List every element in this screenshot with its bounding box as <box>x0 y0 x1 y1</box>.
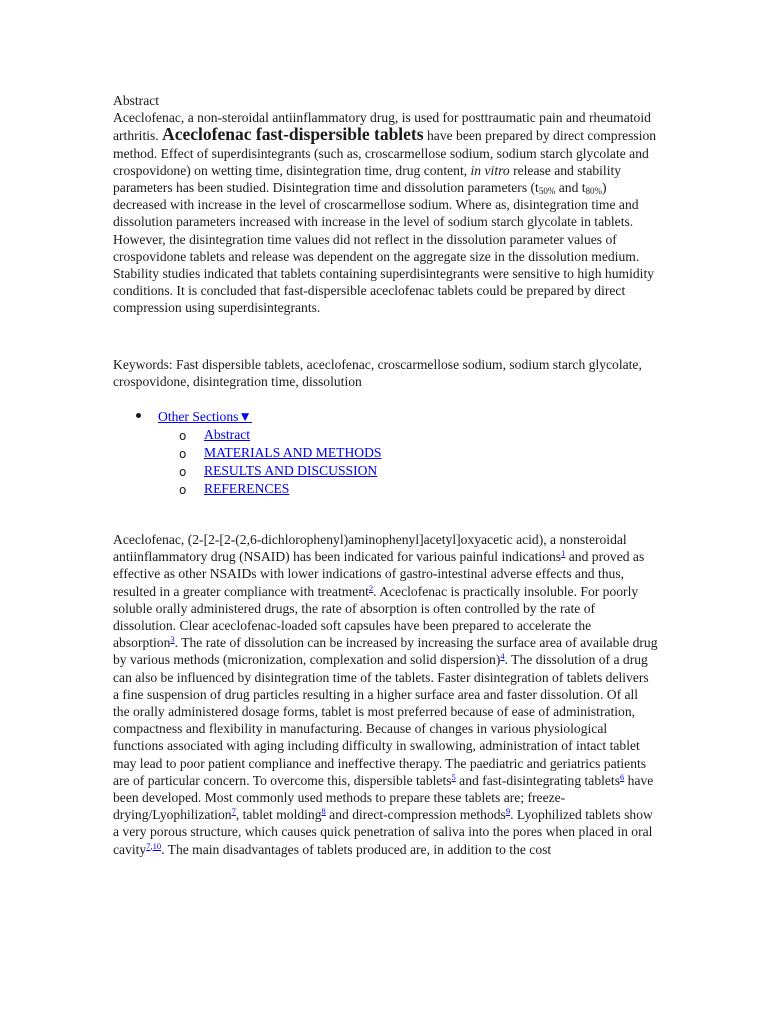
intro-text: Aceclofenac, (2-[2-[2-(2,6-dichlorophenyl)aminophenyl]acetyl]oxyacetic acid), a nonsteroidal antiinflammatory drug (NSAID) has been indicated for various painful indications <box>113 532 627 565</box>
keywords-line: Keywords: Fast dispersible tablets, aceclofenac, croscarmellose sodium, sodium starch glycolate, crospovidone, disintegration time, dissolution <box>113 357 642 390</box>
ref-separator: , <box>150 840 153 851</box>
intro-text: , tablet molding <box>235 807 322 823</box>
ref-link-1[interactable]: 1 <box>561 548 566 559</box>
abstract-text-3: release and stability parameters has been studied. Disintegration time and dissolution parameters (t <box>113 162 622 196</box>
nav-item-materials <box>0 444 768 462</box>
nav-link-references[interactable]: REFERENCES <box>204 481 290 496</box>
ref-link-6[interactable]: 6 <box>620 771 625 782</box>
nav-item-results <box>0 462 768 480</box>
nav-other-sections-row <box>0 408 768 426</box>
ref-link-7b[interactable]: 7 <box>146 840 151 851</box>
t50-subscript: 50% <box>538 186 556 197</box>
abstract-section <box>113 92 658 317</box>
bullet-circle-icon: o <box>179 483 187 497</box>
nav-link-materials[interactable]: MATERIALS AND METHODS <box>204 445 382 460</box>
abstract-emphasis: Aceclofenac fast-dispersible tablets <box>162 124 424 145</box>
intro-text: have been developed. Most commonly used methods to prepare these tablets are; freeze-drying/Lyophilization <box>113 772 654 823</box>
abstract-heading: Abstract <box>113 93 160 108</box>
intro-text: . The rate of dissolution can be increased by increasing the surface area of available drug by various methods (micronization, complexation and solid dispersion) <box>113 635 658 668</box>
abstract-in-vitro: in vitro <box>470 162 510 178</box>
intro-paragraph <box>113 531 658 858</box>
ref-link-2[interactable]: 2 <box>368 582 374 593</box>
other-sections-link[interactable]: Other Sections▼ <box>158 409 252 424</box>
intro-text: . Aceclofenac is practically insoluble. For poorly soluble orally administered drugs, the rate of absorption is often controlled by the rate of dissolution. Clear aceclofenac-loaded soft capsules have been prepared to accelerate the absorption <box>113 583 639 651</box>
nav-link-abstract[interactable]: Abstract <box>204 427 251 442</box>
nav-item-references <box>0 480 768 498</box>
intro-text: and fast-disintegrating tablets <box>455 772 620 788</box>
nav-link-results[interactable]: RESULTS AND DISCUSSION <box>204 463 378 478</box>
abstract-text-4: ) decreased with increase in the level of croscarmellose sodium. Where as, disintegration time and dissolution parameters increased with increase in the level of sodium starch glycolate in tablets. However, the disintegration time values did not reflect in the dissolution parameter values of crospovidone tablets and release was dependent on the aggregate size in the dissolution medium. Stability studies indicated that tablets containing superdisintegrants were sensitive to high humidity conditions. It is concluded that fast-dispersible aceclofenac tablets could be prepared by direct compression using superdisintegrants. <box>113 180 655 316</box>
intro-text: . The dissolution of a drug can also be influenced by disintegration time of the tablets. Faster disintegration of tablets delivers a fine suspension of drug particles resulting in a higher surface area and faster dissolution. Of all the orally administered dosage forms, tablet is most preferred because of ease of administration, compactness and flexibility in manufacturing. Because of changes in various physiological functions associated with aging including difficulty in swallowing, administration of intact tablet may lead to poor patient compliance and ineffective therapy. The paediatric and geriatrics patients are of particular concern. To overcome this, dispersible tablets <box>113 652 649 788</box>
intro-text: . The main disadvantages of tablets produced are, in addition to the cost <box>161 841 552 857</box>
bullet-circle-icon: o <box>179 465 187 479</box>
bullet-disc-icon <box>136 413 141 418</box>
ref-link-4[interactable]: 4 <box>500 651 505 662</box>
ref-link-7[interactable]: 7 <box>231 806 236 817</box>
abstract-text-1: Aceclofenac, a non-steroidal antiinflammatory drug, is used for posttraumatic pain and rheumatoid arthritis. <box>113 110 651 144</box>
ref-link-9[interactable]: 9 <box>505 806 511 817</box>
ref-link-10[interactable]: 10 <box>152 840 162 851</box>
intro-text: . Lyophilized tablets show a very porous structure, which causes quick penetration of saliva into the pores when placed in oral cavity <box>113 807 653 857</box>
intro-text: and proved as effective as other NSAIDs with lower indications of gastro-intestinal adverse effects and thus, resulted in a greater compliance with treatment <box>113 549 645 599</box>
nav-item-abstract <box>0 426 768 444</box>
bullet-circle-icon: o <box>179 447 187 461</box>
abstract-and: and t <box>558 180 586 196</box>
abstract-text-2: have been prepared by direct compression method. Effect of superdisintegrants (such as, croscarmellose sodium, sodium starch glycolate and crospovidone) on wetting time, disintegration time, drug content, <box>113 128 657 178</box>
ref-link-8[interactable]: 8 <box>321 806 326 817</box>
ref-link-3[interactable]: 3 <box>170 634 175 645</box>
bullet-circle-icon: o <box>179 429 187 443</box>
ref-link-5[interactable]: 5 <box>451 771 456 782</box>
intro-text: and direct-compression methods <box>325 807 506 823</box>
t80-subscript: 80% <box>585 186 603 197</box>
